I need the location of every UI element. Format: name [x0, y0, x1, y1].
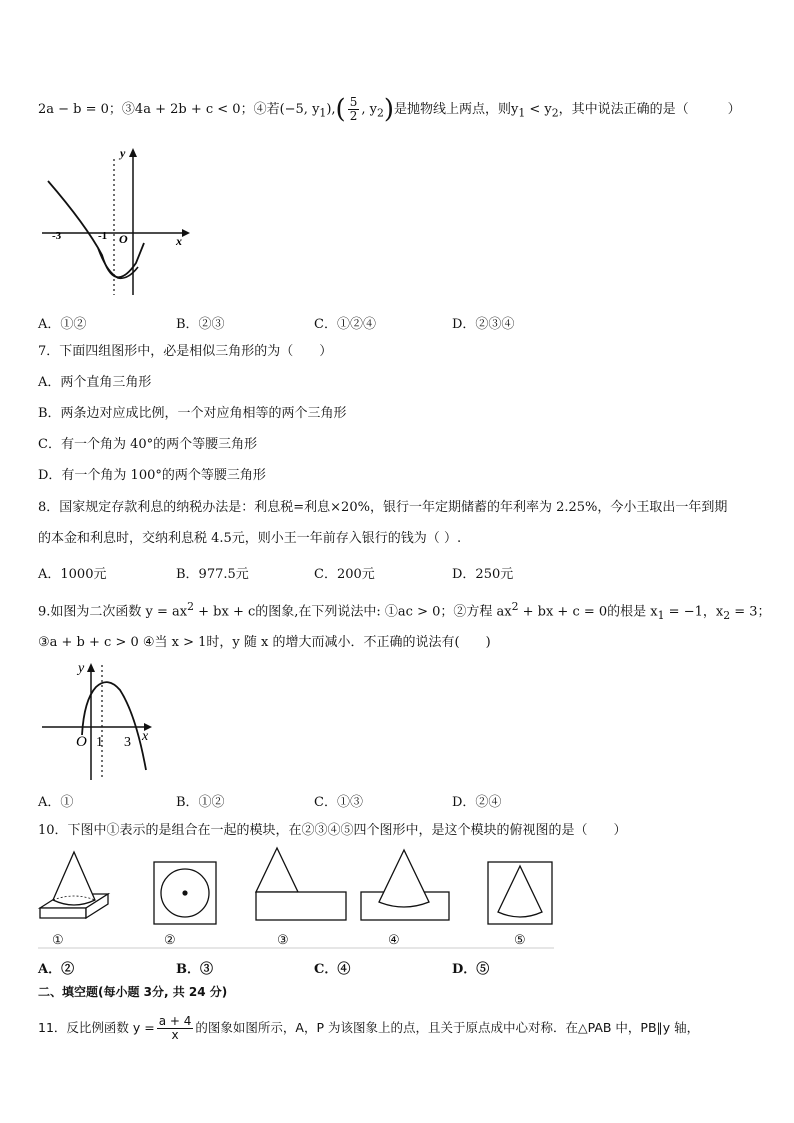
q8-option-a: A．1000元 — [38, 567, 107, 582]
q6-paren-close: ) — [383, 94, 394, 125]
q8-stem-line1: 8．国家规定存款利息的纳税办法是：利息税=利息×20%，银行一年定期储蓄的年利率为 2.25%，今小王取出一年到期 — [38, 500, 728, 515]
q8-option-c: C．200元 — [314, 567, 375, 582]
q6-tick-neg3: -3 — [52, 230, 62, 242]
q10-option-a: A．② — [38, 962, 75, 977]
q10-figure-label-1: ① — [52, 933, 64, 948]
q6-x-arrow — [182, 229, 190, 237]
section2-title: 二、填空题(每小题 3分, 共 24 分) — [38, 985, 228, 999]
q11-frac-num: a + 4 — [158, 1014, 192, 1028]
q6-option-b: B．②③ — [176, 317, 225, 332]
q6-text-b: ), — [326, 102, 336, 117]
q9-text-b: + bx + c的图象,在下列说法中: ①ac > 0；②方程 ax — [194, 604, 512, 620]
q6-parabola-curve — [48, 181, 144, 277]
q6-text-d: 是抛物线上两点，则y — [393, 102, 519, 117]
q7-option-d: D．有一个角为 100°的两个等腰三角形 — [38, 468, 266, 483]
q6-text-a: 2a − b = 0；③4a + 2b + c < 0；④若(−5, y — [38, 102, 320, 117]
q6-paren-open: ( — [335, 94, 346, 125]
q6-text-c: , y — [361, 102, 377, 117]
q9-sup1: 2 — [187, 600, 195, 613]
q6-origin: O — [119, 232, 128, 246]
q11-frac-den: x — [171, 1028, 179, 1042]
q9-y-label: y — [78, 661, 85, 676]
q10-option-c: C．④ — [314, 962, 351, 977]
q6-fraction — [348, 96, 360, 123]
q6-tick-neg1: -1 — [98, 230, 108, 242]
q10-figure2-top-view — [154, 862, 216, 924]
q10-figure-label-3: ③ — [277, 933, 289, 948]
q9-tick3: 3 — [124, 735, 131, 750]
q10-figure1-cone-on-block — [40, 852, 108, 918]
q10-figure-label-2: ② — [164, 933, 176, 948]
q6-parabola-graph — [40, 145, 195, 300]
q6-option-a: A．①② — [38, 317, 87, 332]
q9-origin: O — [76, 734, 87, 750]
q6-sub3: 1 — [518, 106, 526, 120]
q10-stem: 10．下图中①表示的是组合在一起的模块，在②③④⑤四个图形中，是这个模块的俯视图的是（ ） — [38, 823, 627, 838]
q7-option-b: B．两条边对应成比例，一个对应角相等的两个三角形 — [38, 406, 347, 421]
q6-sub1: 1 — [319, 106, 327, 120]
q8-stem-line2: 的本金和利息时，交纳利息税 4.5元，则小王一年前存入银行的钱为（ ）. — [38, 531, 462, 546]
q6-option-c: C．①②④ — [314, 317, 376, 332]
q7-option-c: C．有一个角为 40°的两个等腰三角形 — [38, 437, 258, 452]
q9-option-b: B．①② — [176, 795, 225, 810]
q9-sub-b: 2 — [723, 608, 731, 622]
q10-figure5-cone-in-square — [488, 862, 552, 924]
q10-figure-label-5: ⑤ — [514, 933, 526, 948]
q6-text-f: ，其中说法正确的是（ ） — [558, 102, 741, 117]
q9-stem-line1 — [38, 598, 771, 625]
q6-parabola-tail — [98, 248, 138, 278]
q9-stem-line2: ③a + b + c > 0 ④当 x > 1时，y 随 x 的增大而减小．不正确的说法有( ) — [38, 635, 491, 650]
q10-figure-label-4: ④ — [388, 933, 400, 948]
q9-option-d: D．②④ — [452, 795, 502, 810]
q7-option-a: A．两个直角三角形 — [38, 375, 152, 390]
q8-option-b: B．977.5元 — [176, 567, 249, 582]
q11-text-after: 的图象如图所示，A，P 为该图象上的点，且关于原点成中心对称．在△PAB 中，PB∥y 轴， — [195, 1020, 700, 1035]
q9-tick1: 1 — [96, 735, 103, 750]
q11-stem — [38, 1015, 699, 1042]
q10-figures — [36, 846, 556, 952]
q9-x-label: x — [142, 729, 149, 744]
q9-text-d: = −1，x — [664, 604, 724, 620]
q8-option-d: D．250元 — [452, 567, 514, 582]
q6-y-arrow — [129, 148, 137, 157]
q6-x-label: x — [176, 234, 182, 248]
q6-frac-num: 5 — [349, 95, 358, 109]
q6-sub2: 2 — [376, 106, 384, 120]
q10-figure3-front-view — [256, 848, 346, 920]
q10-option-b: B．③ — [176, 962, 213, 977]
q9-option-a: A．① — [38, 795, 74, 810]
q9-text-e: = 3； — [730, 604, 771, 620]
q9-sup2: 2 — [511, 600, 519, 613]
q9-text-c: + bx + c = 0的根是 x — [518, 604, 658, 620]
q9-y-arrow — [87, 663, 95, 672]
q6-frac-den: 2 — [349, 109, 358, 123]
q10-option-d: D．⑤ — [452, 962, 490, 977]
q9-sub-a: 1 — [657, 608, 665, 622]
q6-y-label: y — [120, 146, 126, 160]
q9-parabola-graph — [40, 660, 160, 782]
q10-figure4-side-view — [361, 850, 449, 920]
q6-sub4: 2 — [551, 106, 559, 120]
q7-stem: 7．下面四组图形中，必是相似三角形的为（ ） — [38, 344, 333, 359]
q9-text-a: 9.如图为二次函数 y = ax — [38, 604, 188, 620]
q9-option-c: C．①③ — [314, 795, 363, 810]
q11-fraction — [157, 1015, 194, 1042]
q6-text-e: < y — [525, 102, 552, 117]
q11-text-before: 11．反比例函数 y = — [38, 1020, 155, 1035]
q6-option-d: D．②③④ — [452, 317, 515, 332]
q6-stem-line — [38, 96, 741, 123]
